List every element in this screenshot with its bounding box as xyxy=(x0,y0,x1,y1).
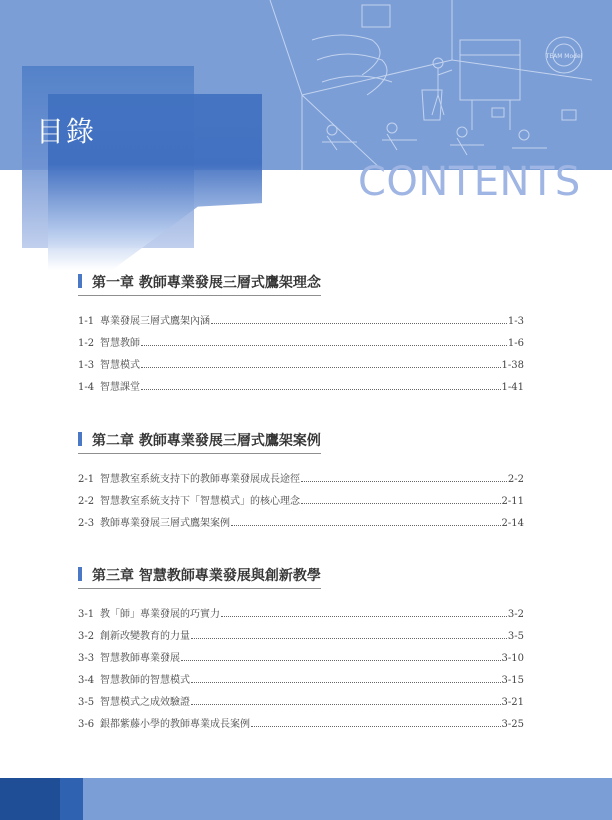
toc-item[interactable] xyxy=(78,627,524,649)
toc-page: 1-6 xyxy=(507,338,524,349)
toc-number: 1-4 xyxy=(78,382,95,393)
toc-number: 3-5 xyxy=(78,697,95,708)
toc-item[interactable] xyxy=(78,312,524,334)
toc-text: 銀都紫藤小學的教師專業成長案例 xyxy=(100,719,250,730)
toc-number: 3-1 xyxy=(78,609,95,620)
toc-text: 智慧教師的智慧模式 xyxy=(100,675,190,686)
contents-heading: CONTENTS xyxy=(358,159,581,205)
toc-number: 1-1 xyxy=(78,316,95,327)
toc-page: 1-38 xyxy=(501,360,524,371)
dot-leader xyxy=(301,496,501,504)
chapter-heading xyxy=(78,430,321,454)
toc-page: 2-2 xyxy=(507,474,524,485)
toc-page: 3-25 xyxy=(501,719,524,730)
chapter-title: 第一章 教師專業發展三層式鷹架理念 xyxy=(92,275,321,291)
toc-list xyxy=(78,470,524,536)
toc-text: 智慧教師 xyxy=(100,338,140,349)
toc-page: 1-3 xyxy=(507,316,524,327)
toc-item[interactable] xyxy=(78,514,524,536)
toc-page: 1-41 xyxy=(501,382,524,393)
chapter-3 xyxy=(78,565,524,737)
toc-page: 3-10 xyxy=(501,653,524,664)
toc-number: 3-2 xyxy=(78,631,95,642)
toc-item[interactable] xyxy=(78,693,524,715)
page-title: 目錄 xyxy=(36,115,97,148)
toc-number: 3-3 xyxy=(78,653,95,664)
toc-item[interactable] xyxy=(78,470,524,492)
dot-leader xyxy=(251,719,501,727)
toc-text: 智慧教室系統支持下的教師專業發展成長途徑 xyxy=(100,474,300,485)
toc-number: 3-6 xyxy=(78,719,95,730)
toc-item[interactable] xyxy=(78,649,524,671)
dot-leader xyxy=(141,382,501,390)
dot-leader xyxy=(231,518,501,526)
toc-text: 智慧模式 xyxy=(100,360,140,371)
toc-text: 專業發展三層式鷹架內涵 xyxy=(100,316,210,327)
footer-block-medium xyxy=(60,778,83,820)
toc-text: 智慧模式之成效驗證 xyxy=(100,697,190,708)
toc-page: 2-11 xyxy=(501,496,524,507)
toc-text: 智慧課堂 xyxy=(100,382,140,393)
toc-number: 2-2 xyxy=(78,496,95,507)
toc-page: 3-2 xyxy=(507,609,524,620)
toc-item[interactable] xyxy=(78,605,524,627)
dot-leader xyxy=(191,631,507,639)
toc-item[interactable] xyxy=(78,715,524,737)
toc-number: 1-2 xyxy=(78,338,95,349)
dot-leader xyxy=(141,338,507,346)
dot-leader xyxy=(301,474,507,482)
toc-page: 2-14 xyxy=(501,518,524,529)
dot-leader xyxy=(181,653,501,661)
toc-list xyxy=(78,312,524,400)
toc-text: 教「師」專業發展的巧實力 xyxy=(100,609,220,620)
chapter-2 xyxy=(78,430,524,536)
toc-item[interactable] xyxy=(78,356,524,378)
footer-band xyxy=(0,778,612,820)
dot-leader xyxy=(191,697,501,705)
board-logo-text: TEAM Model xyxy=(545,53,583,60)
toc-text: 創新改變教育的力量 xyxy=(100,631,190,642)
chapter-marker xyxy=(78,567,82,581)
toc-list xyxy=(78,605,524,737)
chapter-1 xyxy=(78,272,524,400)
footer-block-dark xyxy=(0,778,60,820)
toc-item[interactable] xyxy=(78,378,524,400)
toc-item[interactable] xyxy=(78,334,524,356)
toc-text: 智慧教師專業發展 xyxy=(100,653,180,664)
toc-number: 3-4 xyxy=(78,675,95,686)
toc-text: 智慧教室系統支持下「智慧模式」的核心理念 xyxy=(100,496,300,507)
toc-item[interactable] xyxy=(78,492,524,514)
toc-number: 2-3 xyxy=(78,518,95,529)
toc-item[interactable] xyxy=(78,671,524,693)
chapter-title: 第二章 教師專業發展三層式鷹架案例 xyxy=(92,433,321,449)
dot-leader xyxy=(191,675,501,683)
dot-leader xyxy=(221,609,507,617)
chapter-marker xyxy=(78,432,82,446)
toc-page: 3-21 xyxy=(501,697,524,708)
chapter-title: 第三章 智慧教師專業發展與創新教學 xyxy=(92,568,321,584)
classroom-illustration xyxy=(262,0,612,170)
dot-leader xyxy=(141,360,501,368)
chapter-heading xyxy=(78,565,321,589)
chapter-marker xyxy=(78,274,82,288)
dot-leader xyxy=(211,316,507,324)
toc-number: 2-1 xyxy=(78,474,95,485)
chapter-heading xyxy=(78,272,321,296)
toc-page: 3-15 xyxy=(501,675,524,686)
toc-number: 1-3 xyxy=(78,360,95,371)
toc-page: 3-5 xyxy=(507,631,524,642)
toc-text: 教師專業發展三層式鷹架案例 xyxy=(100,518,230,529)
